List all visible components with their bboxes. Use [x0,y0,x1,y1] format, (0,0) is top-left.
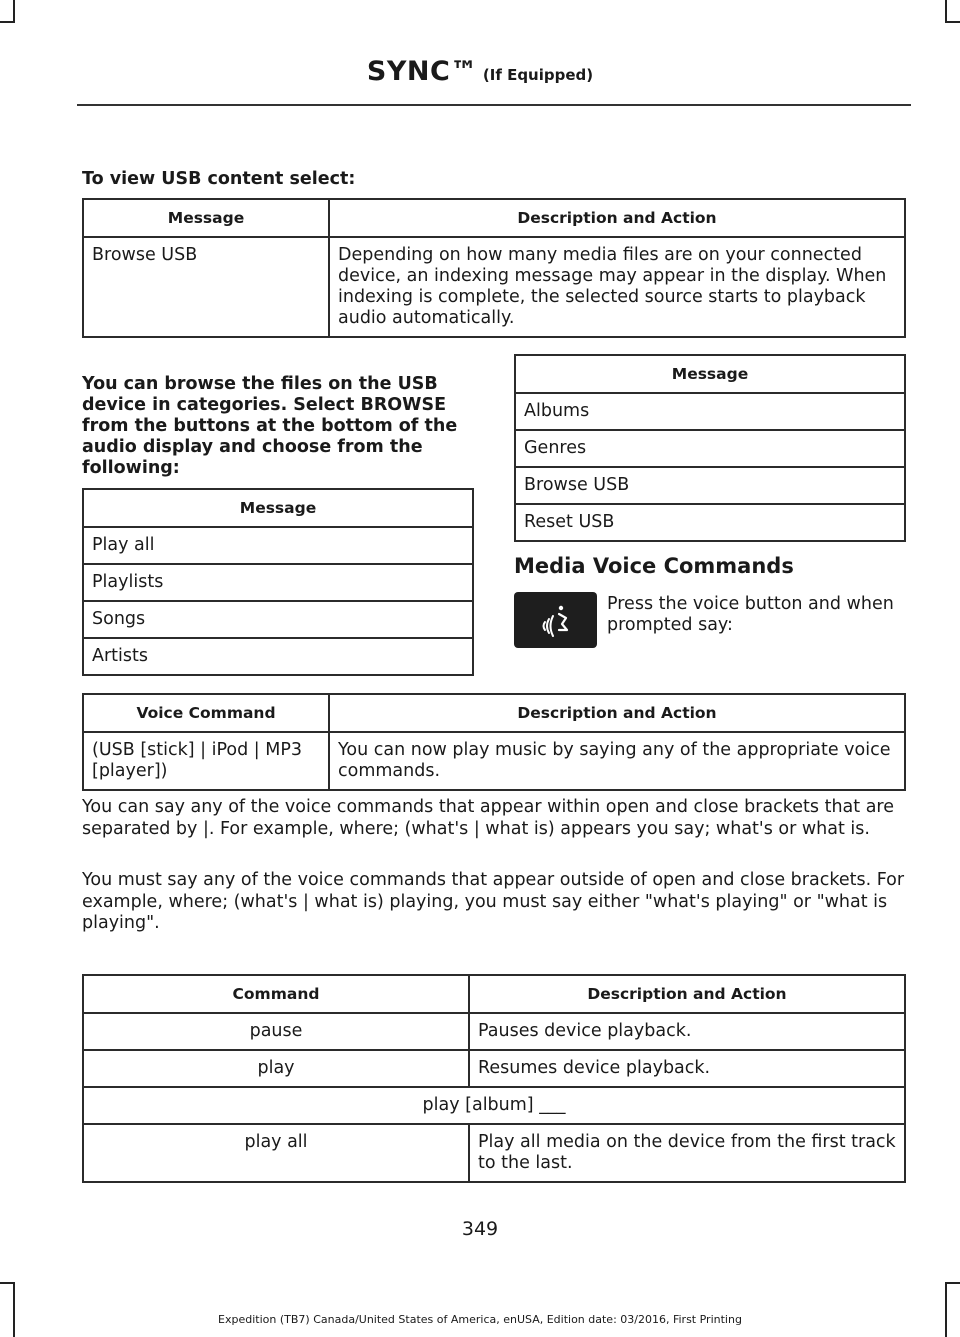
crop-mark [945,1282,947,1337]
column-header: Message [83,199,329,237]
table-row [83,1013,905,1050]
command-cell: pause [83,1013,469,1050]
table-row [515,430,905,467]
description-cell: Depending on how many media files are on your connected device, an indexing message may appear in the display. When indexing is complete, the selected source starts to playback audio automatically. [329,237,905,337]
page-footer: Expedition (TB7) Canada/United States of America, enUSA, Edition date: 03/2016, First Printing [218,1313,742,1326]
usb-view-table [82,198,906,338]
category-cell: Reset USB [515,504,905,541]
category-cell: Play all [83,527,473,564]
voice-button-icon [514,592,597,648]
description-cell: Play all media on the device from the first track to the last. [469,1124,905,1182]
page-header [0,56,960,87]
media-voice-title: Media Voice Commands [514,554,794,578]
category-cell: Albums [515,393,905,430]
command-cell: play [83,1050,469,1087]
commands-table [82,974,906,1183]
header-title: SYNC™ [366,56,478,87]
table-row [83,237,905,337]
crop-mark [0,1282,15,1284]
column-header: Description and Action [329,694,905,732]
table-row [83,1087,905,1124]
command-cell: play [album] ___ [83,1087,905,1124]
voice-command-table [82,693,906,791]
voice-instruction: Press the voice button and when prompted say: [607,594,894,635]
crop-mark [945,1282,960,1284]
crop-mark [0,21,15,23]
browse-table-left [82,488,474,676]
paragraph-brackets-within: You can say any of the voice commands that appear within open and close brackets that are separated by |. For example, where; (what's | what is) appears you say; what's or what is. [82,797,894,839]
column-header: Message [83,489,473,527]
description-cell: You can now play music by saying any of the appropriate voice commands. [329,732,905,790]
category-cell: Browse USB [515,467,905,504]
table-row [515,504,905,541]
category-cell: Genres [515,430,905,467]
description-cell: Resumes device playback. [469,1050,905,1087]
usb-view-heading: To view USB content select: [82,169,356,189]
column-header: Message [515,355,905,393]
table-row [83,564,473,601]
table-row [83,732,905,790]
crop-mark [945,0,947,21]
column-header: Command [83,975,469,1013]
column-header: Voice Command [83,694,329,732]
description-cell: Pauses device playback. [469,1013,905,1050]
browse-heading: You can browse the files on the USB device in categories. Select BROWSE from the buttons at the bottom of the audio display and choose from the following: [82,374,458,478]
crop-mark [13,1282,15,1337]
paragraph-brackets-outside: You must say any of the voice commands that appear outside of open and close brackets. For example, where; (what's | what is) playing, you must say either "what's playing" or "what is playing". [82,870,905,933]
column-header: Description and Action [469,975,905,1013]
table-row [83,527,473,564]
header-rule [77,104,911,106]
crop-mark [945,21,960,23]
table-row [83,1124,905,1182]
command-cell: play all [83,1124,469,1182]
browse-table-right [514,354,906,542]
table-row [83,638,473,675]
column-header: Description and Action [329,199,905,237]
page-number: 349 [461,1218,499,1240]
message-cell: Browse USB [83,237,329,337]
header-subtitle: (If Equipped) [482,66,594,84]
crop-mark [13,0,15,21]
category-cell: Artists [83,638,473,675]
category-cell: Songs [83,601,473,638]
table-row [83,1050,905,1087]
table-row [515,393,905,430]
command-cell: (USB [stick] | iPod | MP3 [player]) [83,732,329,790]
table-row [515,467,905,504]
category-cell: Playlists [83,564,473,601]
table-row [83,601,473,638]
